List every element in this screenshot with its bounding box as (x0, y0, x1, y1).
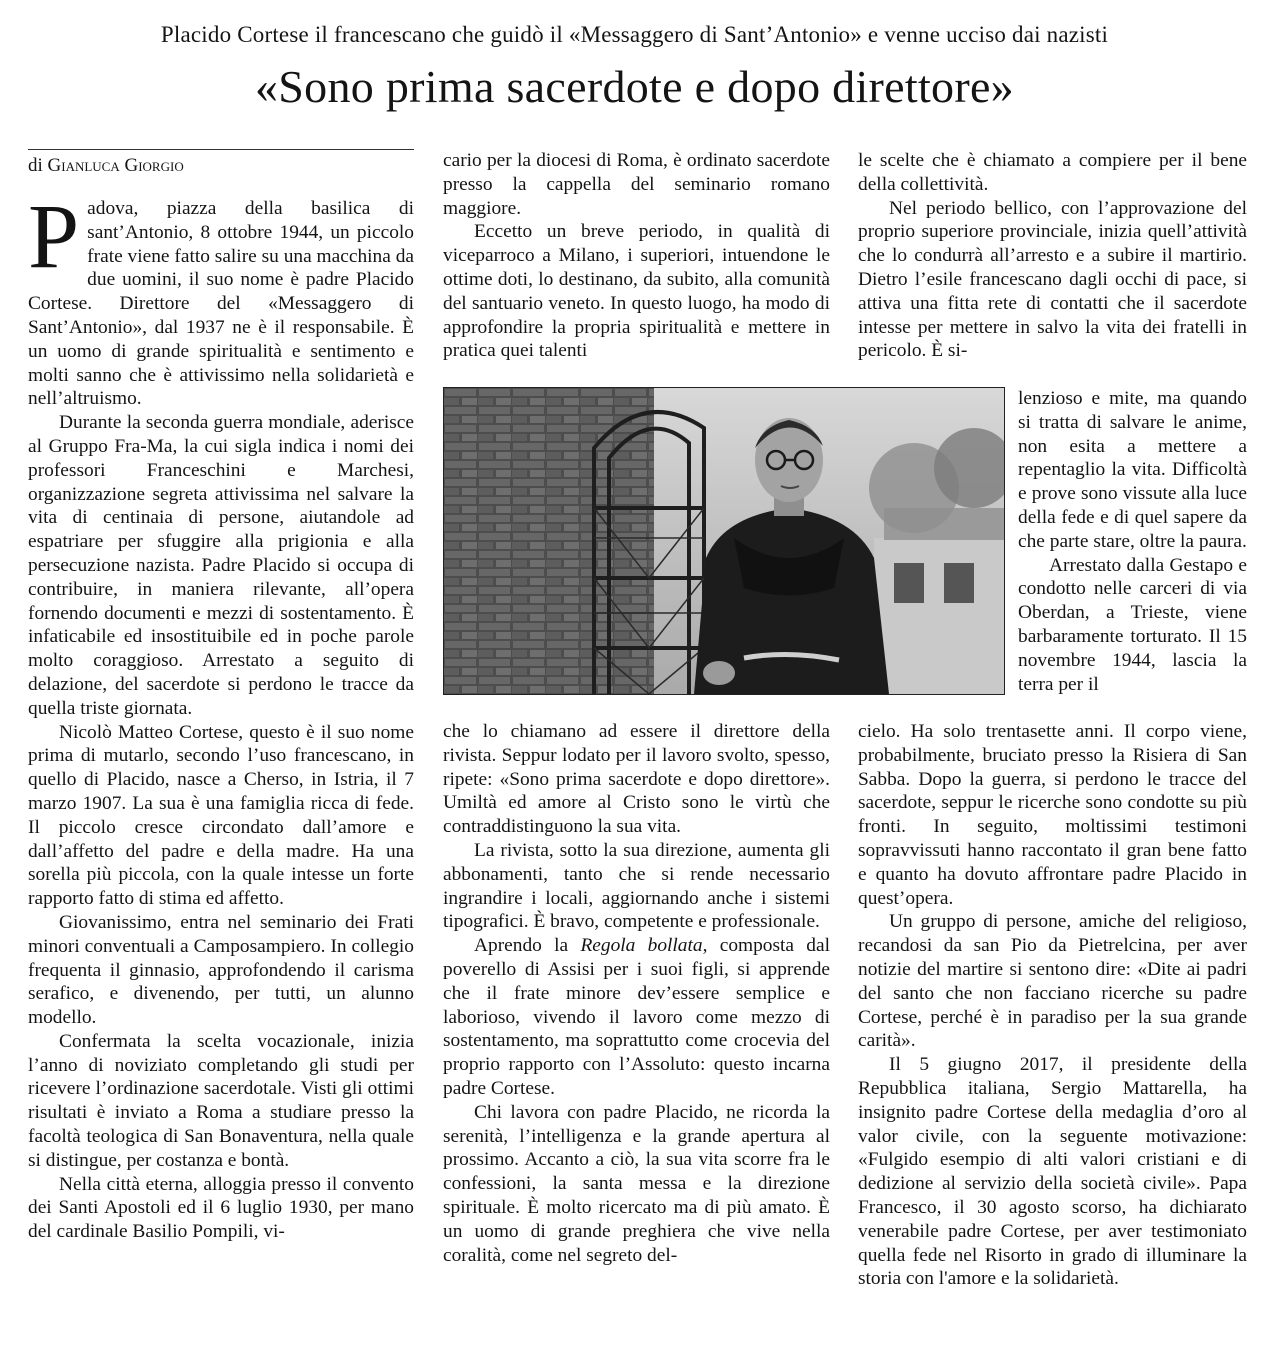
paragraph: La rivista, sotto la sua direzione, aumenta gli abbonamenti, tanto che si rende necessario ingrandire i locali, aggiornando anche i sistemi tipografici. È bravo, competente e professionale. (443, 839, 830, 933)
paragraph: Nel periodo bellico, con l’approvazione del proprio superiore provinciale, inizia quell’attività che lo condurrà all’arresto e a subire il martirio. Dietro l’esile francescano dagli occhi di pace, si attiva una fitta rete di contatti che il sacerdote intesse per mettere in salvo la vita dei fratelli in pericolo. È si- (858, 197, 1247, 362)
article-overtitle: Placido Cortese il francescano che guidò il «Messaggero di Sant’Antonio» e venne ucciso dai nazisti (160, 22, 1109, 47)
byline-rule (28, 149, 414, 150)
paragraph: Nicolò Matteo Cortese, questo è il suo nome prima di mutarlo, secondo l’uso francescano, in quello di Placido, nasce a Cherso, in Istria, il 7 marzo 1907. La sua è una famiglia ricca di fede. Il piccolo cresce circondato dall’amore e dall’affetto del padre e della madre. Ha una sorella più piccola, con la quale intesse un forte rapporto fatto di stima ed affetto. (28, 721, 414, 910)
byline (28, 155, 184, 177)
book-title: Regola bollata (580, 935, 703, 957)
byline-prefix: di (28, 155, 43, 176)
friar-photo-illustration (444, 388, 1004, 694)
paragraph: Eccetto un breve periodo, in qualità di viceparroco a Milano, i superiori, intuendone le ottime doti, lo destinano, da subito, alla comunità del santuario veneto. In questo luogo, ha modo di approfondire la propria spiritualità e mettere in pratica quei talenti (443, 221, 830, 362)
paragraph: cielo. Ha solo trentasette anni. Il corpo viene, probabilmente, bruciato presso la Risiera di San Sabba. Dopo la guerra, si perdono le tracce del sacerdote, seppur le ricerche sono condotte su più fronti. In seguito, moltissimi testimoni sopravvissuti hanno raccontato il gran bene fatto e quanto ha dovuto affrontare padre Placido in quest’opera. (858, 721, 1247, 909)
column-3-beside-photo (1018, 387, 1247, 696)
paragraph: Durante la seconda guerra mondiale, aderisce al Gruppo Fra-Ma, la cui sigla indica i nomi dei professori Franceschini e Marchesi, organizzazione segreta attivissima nel salvare la vita di centinaia di persone, aiutandole ad espatriare per sfuggire alla prigionia e alla persecuzione nazista. Padre Placido si occupa di contribuire, in maniera rilevante, all’opera fornendo documenti e mezzi di sostentamento. È infaticabile ed insostituibile ed in poche parole molto coraggioso. Arrestato a seguito di delazione, del sacerdote si perdono le tracce da quella triste giornata. (28, 412, 414, 719)
paragraph: Nella città eterna, alloggia presso il convento dei Santi Apostoli ed il 6 luglio 1930, per mano del cardinale Basilio Pompili, vi- (28, 1173, 414, 1243)
paragraph: le scelte che è chiamato a compiere per il bene della collettività. (858, 150, 1247, 195)
column-3-top (858, 149, 1247, 363)
paragraph: che lo chiamano ad essere il direttore della rivista. Seppur lodato per il lavoro svolto, spesso, ripete: «Sono prima sacerdote e dopo direttore». Umiltà ed amore al Cristo sono le virtù che contraddistinguono la sua vita. (443, 721, 830, 838)
column-2-top (443, 149, 830, 363)
paragraph: Il 5 giugno 2017, il presidente della Repubblica italiana, Sergio Mattarella, ha insignito padre Cortese della medaglia d’oro al valor civile, con la seguente motivazione: «Fulgido esempio di alti valori cristiani e di dedizione al servizio della società civile». Papa Francesco, il 30 agosto scorso, ha dichiarato venerabile padre Cortese, per aver testimoniato quella fede nel Risorto in grado di illuminare la storia con l'amore e la solidarietà. (858, 1054, 1247, 1290)
paragraph: cario per la diocesi di Roma, è ordinato sacerdote presso la cappella del seminario romano maggiore. (443, 150, 830, 219)
column-3-bottom (858, 720, 1247, 1291)
byline-author: Gianluca Giorgio (47, 155, 184, 176)
paragraph: Aprendo la Regola bollata, composta dal poverello di Assisi per i suoi figli, si apprende che il frate minore dev’essere semplice e laborioso, vivendo il lavoro come mezzo di sostentamento, ma soprattutto come crocevia del proprio rapporto con l’Assoluto: questo incarna padre Cortese. (443, 935, 830, 1099)
paragraph: lenzioso e mite, ma quando si tratta di salvare le anime, non esita a mettere a repentaglio la vita. Difficoltà e prove sono vissute alla luce della fede e di quel sapere da che parte stare, oltre la paura. (1018, 388, 1247, 552)
article-headline: «Sono prima sacerdote e dopo direttore» (255, 61, 1014, 112)
paragraph: Un gruppo di persone, amiche del religioso, recandosi da san Pio da Pietrelcina, per aver notizie del martire si sentono dire: «Dite ai padri del santo che non facciano ricerche su padre Cortese, perché è in paradiso per la sua grande carità». (858, 911, 1247, 1052)
paragraph: Padova, piazza della basilica di sant’Antonio, 8 ottobre 1944, un piccolo frate viene fatto salire su una macchina da due uomini, il suo nome è padre Placido Cortese. Direttore del «Messaggero di Sant’Antonio», dal 1937 ne è il responsabile. È un uomo di grande spiritualità e sentimento e molti sanno che è attivissimo nella solidarietà e nell’altruismo. (28, 185, 414, 410)
paragraph: Chi lavora con padre Placido, ne ricorda la serenità, l’intelligenza e la grande apertura al prossimo. Accanto a ciò, la sua vita scorre fra le confessioni, la santa messa e la direzione spirituale. È molto ricercato ma di più amato. È un uomo di grande preghiera che vive nella coralità, come nel segreto del- (443, 1101, 830, 1266)
drop-cap: P (28, 185, 80, 287)
column-1 (28, 185, 414, 1244)
paragraph: Arrestato dalla Gestapo e condotto nelle carceri di via Oberdan, a Trieste, viene barbaramente torturato. Il 15 novembre 1944, lascia la terra per il (1018, 554, 1247, 695)
article-photo (443, 387, 1005, 695)
paragraph: Giovanissimo, entra nel seminario dei Frati minori conventuali a Camposampiero. In collegio frequenta il ginnasio, approfondendo il carisma serafico, e divenendo, per tutti, un alunno modello. (28, 911, 414, 1029)
column-2-bottom (443, 720, 830, 1267)
paragraph: Confermata la scelta vocazionale, inizia l’anno di noviziato completando gli studi per ricevere l’ordinazione sacerdotale. Visti gli ottimi risultati è inviato a Roma a studiare presso la facoltà teologica di San Bonaventura, nella quale si distingue, per costanza e bontà. (28, 1030, 414, 1171)
